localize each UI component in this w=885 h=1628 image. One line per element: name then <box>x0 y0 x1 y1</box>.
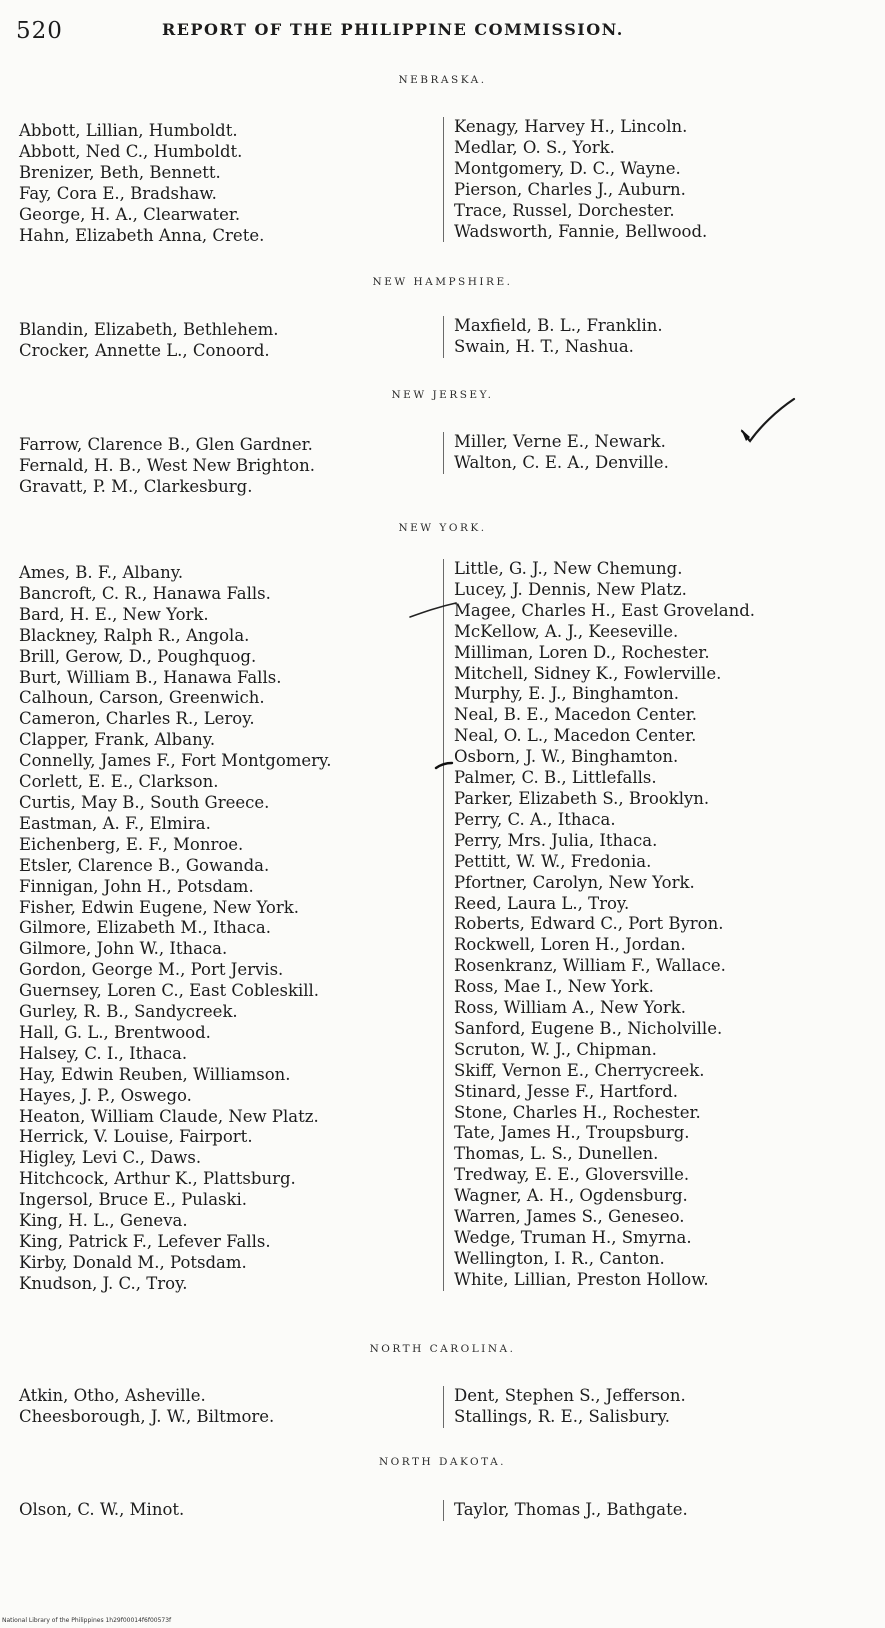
list-item: Atkin, Otho, Asheville. <box>19 1386 206 1405</box>
list-item: Ingersol, Bruce E., Pulaski. <box>19 1190 248 1210</box>
list-item: Stone, Charles H., Rochester. <box>454 1102 701 1122</box>
section-heading-new-york: NEW YORK. <box>398 522 487 534</box>
list-item: Connelly, James F., Fort Montgomery. <box>19 751 332 771</box>
new-jersey-right-column <box>443 432 669 474</box>
list-item: Hayes, J. P., Oswego. <box>19 1085 192 1105</box>
list-item: Perry, Mrs. Julia, Ithaca. <box>454 830 658 850</box>
new-york-left-column <box>19 563 331 1295</box>
list-item: Gordon, George M., Port Jervis. <box>19 960 284 980</box>
list-item: Abbott, Ned C., Humboldt. <box>19 141 243 161</box>
list-item: Walton, C. E. A., Denville. <box>454 452 669 472</box>
north-dakota-left-column <box>19 1500 184 1521</box>
list-item: Reed, Laura L., Troy. <box>454 893 630 913</box>
archive-credit: National Library of the Philippines 1h29f00014f6f00573f <box>2 1617 172 1624</box>
list-item: Wagner, A. H., Ogdensburg. <box>454 1186 688 1206</box>
list-item: Herrick, V. Louise, Fairport. <box>19 1127 253 1147</box>
list-item: Wadsworth, Fannie, Bellwood. <box>454 221 708 241</box>
list-item: Pierson, Charles J., Auburn. <box>454 179 686 199</box>
list-item: Corlett, E. E., Clarkson. <box>19 772 219 792</box>
list-item: Montgomery, D. C., Wayne. <box>454 158 681 178</box>
list-item: Halsey, C. I., Ithaca. <box>19 1043 188 1063</box>
list-item: Fay, Cora E., Bradshaw. <box>19 183 217 203</box>
list-item: Eichenberg, E. F., Monroe. <box>19 834 244 854</box>
list-item: Farrow, Clarence B., Glen Gardner. <box>19 435 313 454</box>
check-mark-icon <box>738 395 798 445</box>
list-item: Neal, B. E., Macedon Center. <box>454 705 698 725</box>
list-item: Ross, William A., New York. <box>454 998 687 1018</box>
new-jersey-left-column <box>19 435 315 498</box>
list-item: Gilmore, Elizabeth M., Ithaca. <box>19 918 271 938</box>
pen-stroke-icon <box>408 600 458 620</box>
list-item: Osborn, J. W., Binghamton. <box>454 747 679 767</box>
list-item: Trace, Russel, Dorchester. <box>454 200 675 220</box>
list-item: Perry, C. A., Ithaca. <box>454 809 616 829</box>
list-item: Fisher, Edwin Eugene, New York. <box>19 897 300 917</box>
list-item: Fernald, H. B., West New Brighton. <box>19 455 315 475</box>
list-item: Gravatt, P. M., Clarkesburg. <box>19 476 253 496</box>
list-item: Scruton, W. J., Chipman. <box>454 1039 657 1059</box>
nebraska-right-column <box>443 117 707 242</box>
list-item: George, H. A., Clearwater. <box>19 204 241 224</box>
list-item: Gilmore, John W., Ithaca. <box>19 939 228 959</box>
new-york-right-column <box>443 559 755 1291</box>
list-item: Cameron, Charles R., Leroy. <box>19 709 255 729</box>
list-item: Ross, Mae I., New York. <box>454 977 654 997</box>
section-heading-new-hampshire: NEW HAMPSHIRE. <box>372 276 513 288</box>
list-item: Rockwell, Loren H., Jordan. <box>454 935 686 955</box>
nebraska-left-column <box>19 121 264 246</box>
page-number: 520 <box>16 18 63 44</box>
list-item: Palmer, C. B., Littlefalls. <box>454 768 657 788</box>
new-hampshire-left-column <box>19 320 279 362</box>
list-item: Knudson, J. C., Troy. <box>19 1273 188 1293</box>
list-item: Blackney, Ralph R., Angola. <box>19 625 250 645</box>
list-item: Rosenkranz, William F., Wallace. <box>454 956 726 976</box>
list-item: Cheesborough, J. W., Biltmore. <box>19 1406 275 1426</box>
page-header <box>16 18 885 52</box>
list-item: Stallings, R. E., Salisbury. <box>454 1406 671 1426</box>
north-carolina-right-column <box>443 1386 686 1428</box>
running-title: REPORT OF THE PHILIPPINE COMMISSION. <box>162 20 624 39</box>
list-item: Dent, Stephen S., Jefferson. <box>454 1386 686 1405</box>
list-item: Olson, C. W., Minot. <box>19 1500 185 1519</box>
list-item: Lucey, J. Dennis, New Platz. <box>454 579 687 599</box>
list-item: Hall, G. L., Brentwood. <box>19 1022 211 1042</box>
list-item: Neal, O. L., Macedon Center. <box>454 726 697 746</box>
list-item: Curtis, May B., South Greece. <box>19 792 270 812</box>
list-item: Abbott, Lillian, Humboldt. <box>19 121 238 140</box>
list-item: Warren, James S., Geneseo. <box>454 1207 685 1227</box>
list-item: Wedge, Truman H., Smyrna. <box>454 1228 692 1247</box>
list-item: Heaton, William Claude, New Platz. <box>19 1106 319 1126</box>
list-item: Hitchcock, Arthur K., Plattsburg. <box>19 1169 296 1189</box>
section-heading-north-dakota: NORTH DAKOTA. <box>378 1456 507 1468</box>
north-dakota-right-column <box>443 1500 688 1521</box>
list-item: Miller, Verne E., Newark. <box>454 432 666 451</box>
list-item: Etsler, Clarence B., Gowanda. <box>19 855 270 875</box>
list-item: Stinard, Jesse F., Hartford. <box>454 1081 679 1101</box>
list-item: Clapper, Frank, Albany. <box>19 730 216 750</box>
list-item: Crocker, Annette L., Conoord. <box>19 340 270 360</box>
list-item: Kenagy, Harvey H., Lincoln. <box>454 117 688 136</box>
list-item: Blandin, Elizabeth, Bethlehem. <box>19 320 279 339</box>
list-item: Wellington, I. R., Canton. <box>454 1248 665 1268</box>
list-item: Bancroft, C. R., Hanawa Falls. <box>19 583 271 603</box>
list-item: Pettitt, W. W., Fredonia. <box>454 851 652 871</box>
list-item: Thomas, L. S., Dunellen. <box>454 1144 659 1164</box>
list-item: Bard, H. E., New York. <box>19 604 209 624</box>
list-item: Skiff, Vernon E., Cherrycreek. <box>454 1060 705 1080</box>
list-item: Guernsey, Loren C., East Cobleskill. <box>19 981 320 1001</box>
list-item: Pfortner, Carolyn, New York. <box>454 872 695 892</box>
list-item: White, Lillian, Preston Hollow. <box>454 1269 709 1289</box>
pen-stroke-icon <box>434 757 454 775</box>
list-item: Ames, B. F., Albany. <box>19 563 184 582</box>
list-item: Higley, Levi C., Daws. <box>19 1148 202 1168</box>
list-item: Burt, William B., Hanawa Falls. <box>19 667 282 687</box>
section-heading-new-jersey: NEW JERSEY. <box>391 389 494 401</box>
north-carolina-left-column <box>19 1386 274 1428</box>
list-item: King, Patrick F., Lefever Falls. <box>19 1232 271 1251</box>
list-item: Little, G. J., New Chemung. <box>454 559 683 578</box>
section-heading-nebraska: NEBRASKA. <box>398 74 487 86</box>
list-item: Parker, Elizabeth S., Brooklyn. <box>454 788 710 808</box>
list-item: Tate, James H., Troupsburg. <box>454 1123 690 1143</box>
list-item: Hay, Edwin Reuben, Williamson. <box>19 1064 291 1084</box>
list-item: Taylor, Thomas J., Bathgate. <box>454 1500 688 1519</box>
list-item: Tredway, E. E., Gloversville. <box>454 1165 690 1185</box>
list-item: Eastman, A. F., Elmira. <box>19 813 211 833</box>
list-item: Murphy, E. J., Binghamton. <box>454 684 679 704</box>
list-item: Medlar, O. S., York. <box>454 137 615 157</box>
list-item: Finnigan, John H., Potsdam. <box>19 876 254 896</box>
list-item: Calhoun, Carson, Greenwich. <box>19 688 265 708</box>
list-item: McKellow, A. J., Keeseville. <box>454 621 679 641</box>
list-item: Swain, H. T., Nashua. <box>454 336 634 356</box>
list-item: Magee, Charles H., East Groveland. <box>454 600 756 620</box>
new-hampshire-right-column <box>443 316 663 358</box>
list-item: Kirby, Donald M., Potsdam. <box>19 1252 247 1272</box>
list-item: Hahn, Elizabeth Anna, Crete. <box>19 225 265 245</box>
list-item: Roberts, Edward C., Port Byron. <box>454 914 724 934</box>
list-item: Gurley, R. B., Sandycreek. <box>19 1002 238 1022</box>
list-item: Brenizer, Beth, Bennett. <box>19 162 221 182</box>
list-item: Mitchell, Sidney K., Fowlerville. <box>454 663 722 683</box>
list-item: Brill, Gerow, D., Poughquog. <box>19 646 257 666</box>
section-heading-north-carolina: NORTH CAROLINA. <box>369 1343 516 1355</box>
list-item: Sanford, Eugene B., Nicholville. <box>454 1018 723 1038</box>
list-item: King, H. L., Geneva. <box>19 1211 188 1231</box>
list-item: Maxfield, B. L., Franklin. <box>454 316 663 335</box>
list-item: Milliman, Loren D., Rochester. <box>454 642 710 662</box>
